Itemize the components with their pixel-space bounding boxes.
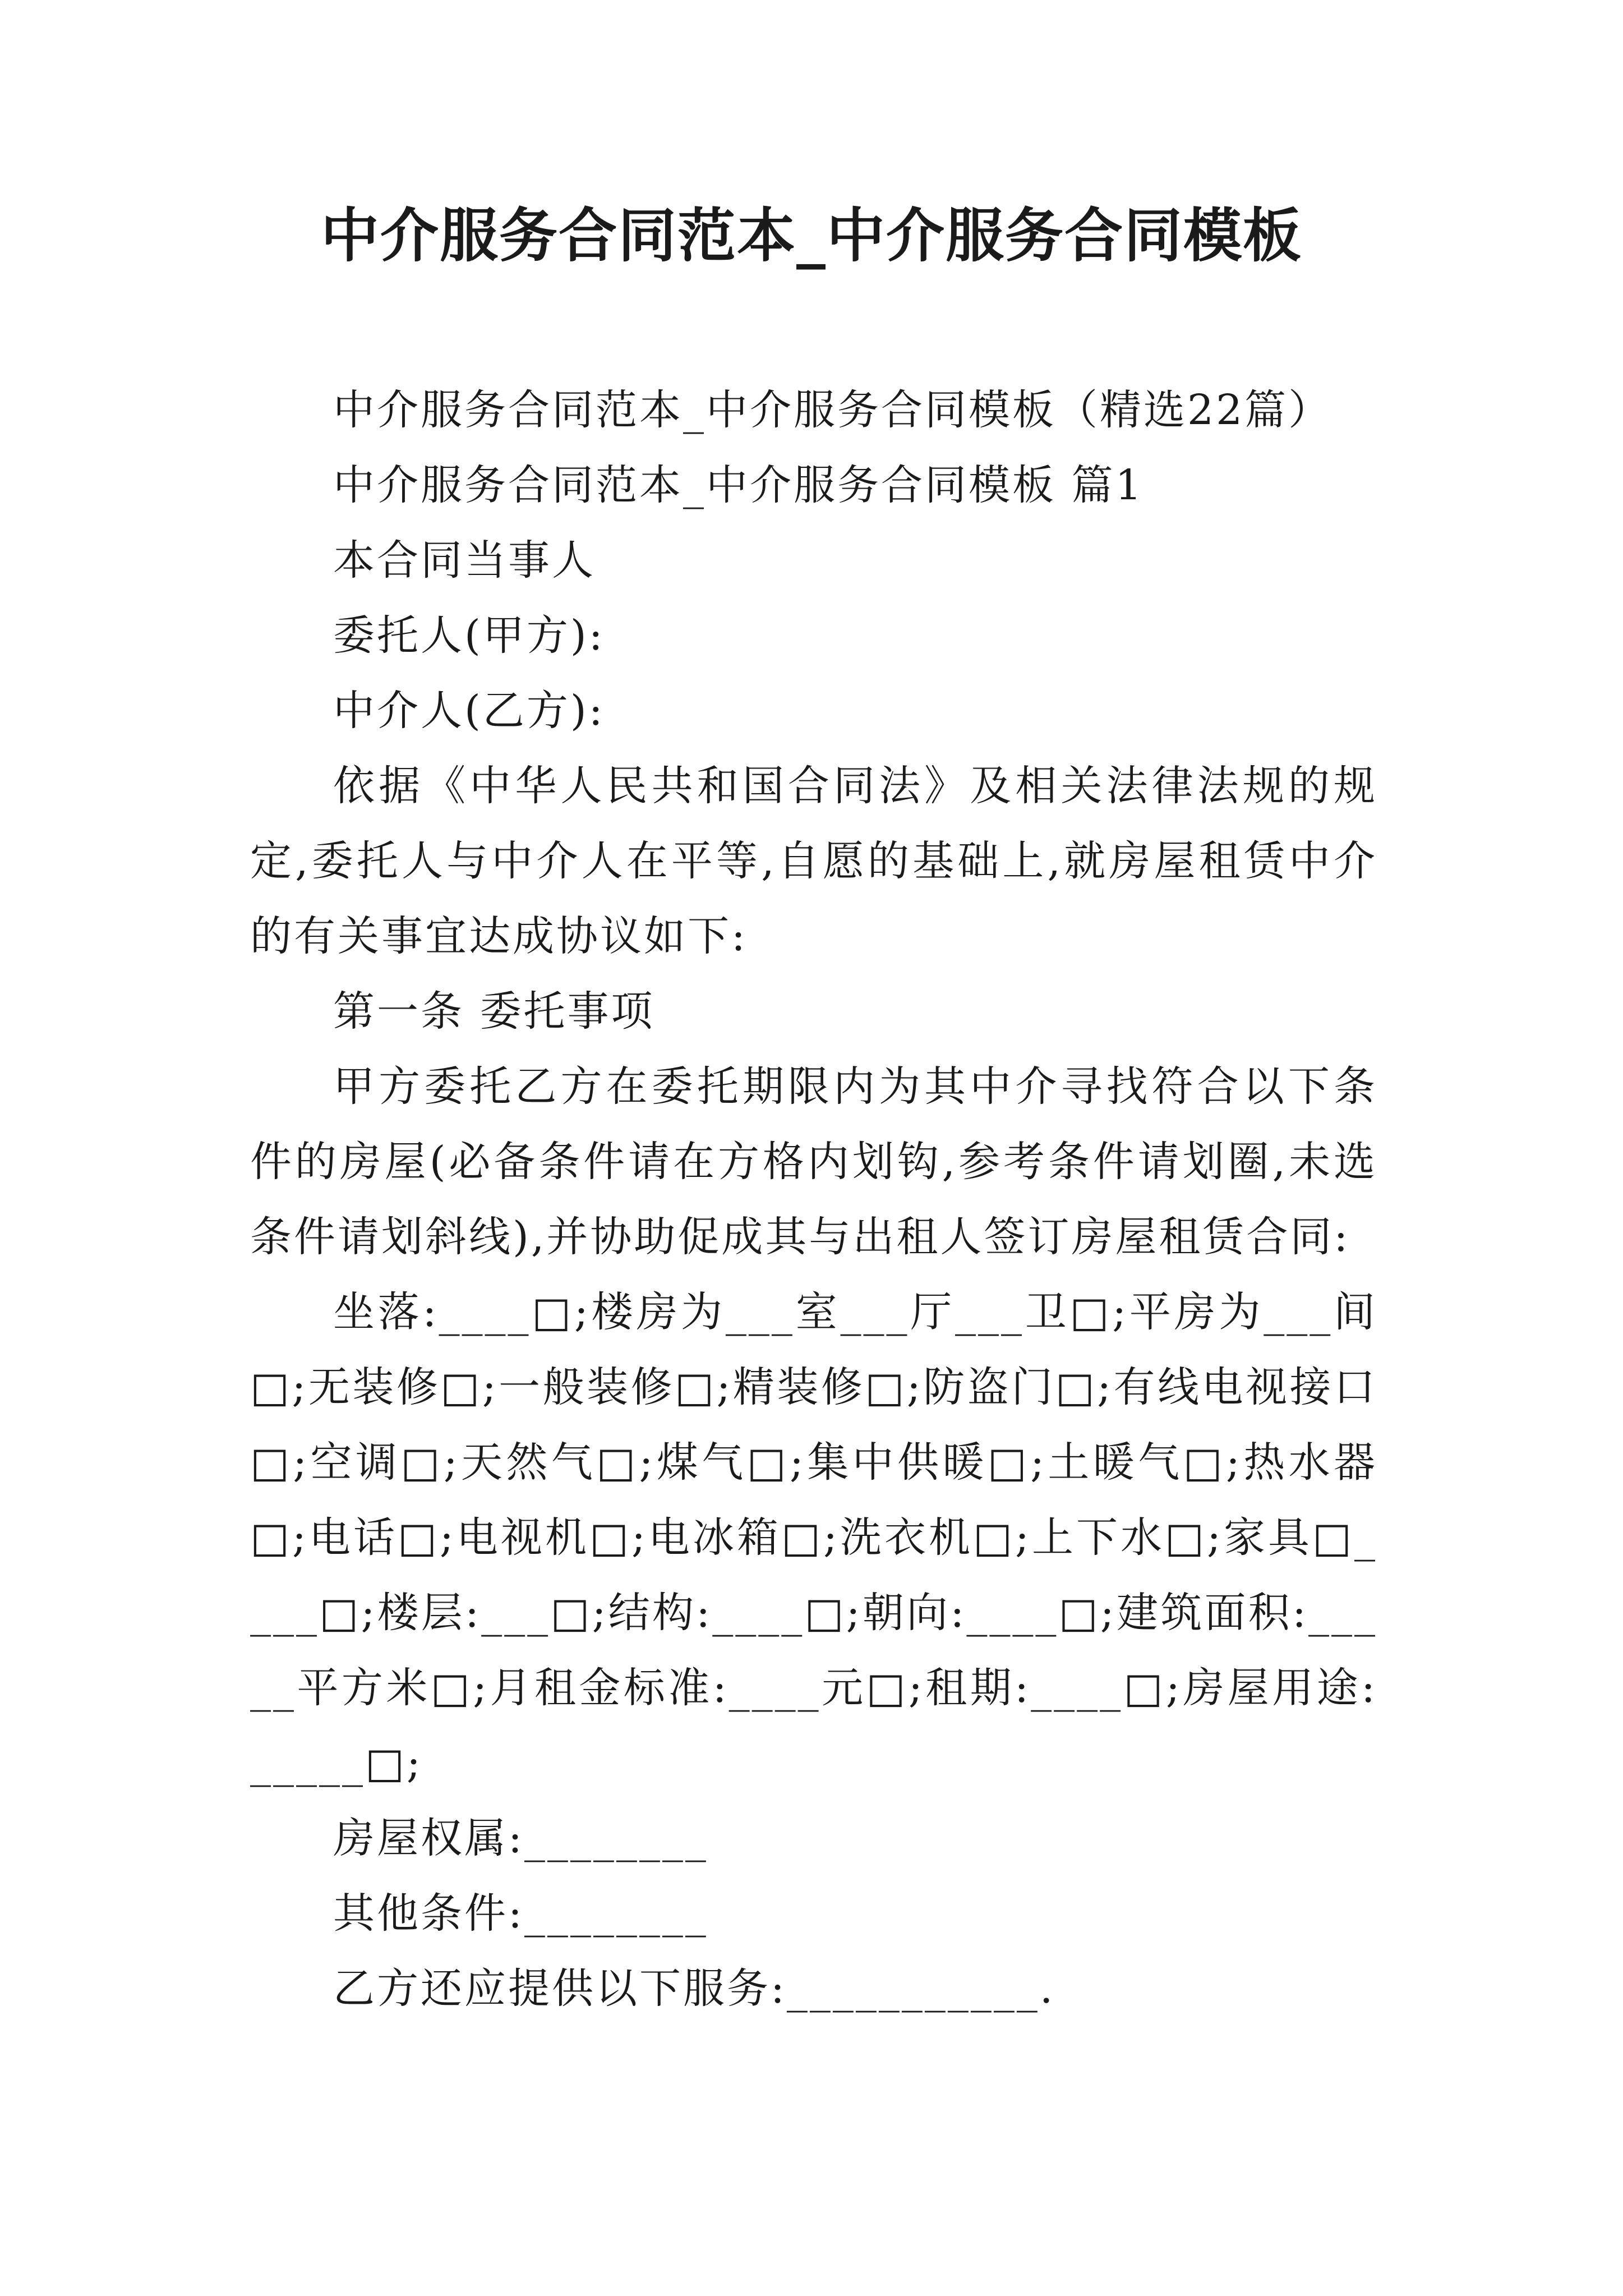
- party-b-line: 中介人(乙方):: [333, 687, 605, 735]
- ownership-line: 房屋权属:________: [333, 1814, 708, 1862]
- preamble-paragraph: 依据《中华人民共和国合同法》及相关法律法规的规定,委托人与中介人在平等,自愿的基础上,就房屋租赁中介的有关事宜达成协议如下:: [250, 762, 1377, 960]
- commission-paragraph: 甲方委托乙方在委托期限内为其中介寻找符合以下条件的房屋(必备条件请在方格内划钩,参考条件请划圈,未选条件请划斜线),并协助促成其与出租人签订房屋租赁合同:: [250, 1062, 1377, 1261]
- article-one-heading: 第一条 委托事项: [333, 987, 655, 1036]
- document-title: 中介服务合同范本_中介服务合同模板: [320, 201, 1302, 270]
- parties-heading: 本合同当事人: [333, 536, 596, 585]
- document-body: [250, 372, 1377, 2026]
- services-line: 乙方还应提供以下服务:___________.: [333, 1964, 1055, 2013]
- section-heading: 中介服务合同范本_中介服务合同模板 篇1: [333, 461, 1144, 509]
- party-a-line: 委托人(甲方):: [333, 611, 605, 660]
- conditions-paragraph: 坐落:____□;楼房为___室___厅___卫□;平房为___间□;无装修□;一般装修□;精装修□;防盗门□;有线电视接口□;空调□;天然气□;煤气□;集中供暖□;土暖气□;热水器□;电话□;电视机□;电冰箱□;洗衣机□;上下水□;家具□____□;楼层:___□;结构:____□;朝向:____□;建筑面积:_____平方米□;月租金标准:____元□;租期:____□;房屋用途:_____□;: [250, 1288, 1377, 1787]
- subtitle-paragraph: 中介服务合同范本_中介服务合同模板（精选22篇）: [333, 386, 1332, 434]
- other-conditions-line: 其他条件:________: [333, 1889, 708, 1938]
